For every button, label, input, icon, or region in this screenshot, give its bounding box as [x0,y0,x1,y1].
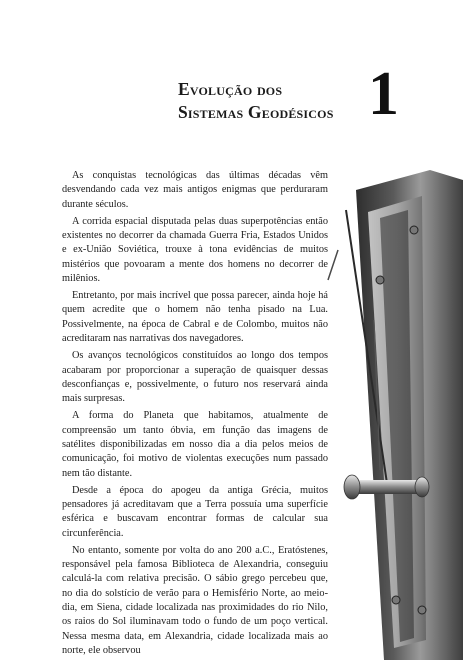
chapter-number: 1 [368,60,399,128]
chapter-title-line-2: Sistemas Geodésicos [178,102,334,122]
screw-icon [376,276,384,284]
screw-icon [392,596,400,604]
knob-icon [344,475,360,499]
surveying-instrument-illustration [318,170,463,660]
chapter-title-line-1: Evolução dos [178,79,283,99]
paragraph: Os avanços tecnológicos constituídos ao longo dos tempos acabaram por proporcionar a superação de quaisquer dessas desconfianças e, possivelmente, o futuro nos reservará ainda mais surpresas. [62,350,328,405]
body-text [62,169,328,661]
paragraph: As conquistas tecnológicas das últimas décadas vêm desvendando cada vez mais antigos enigmas que perduraram durante séculos. [62,170,328,210]
paragraph: Entretanto, por mais incrível que possa parecer, ainda hoje há quem acredite que o homem não tenha pisado na Lua. Possivelmente, na época de Cabral e de Colombo, muitos não acreditaram nas narrativas dos navegadores. [62,290,328,345]
paragraph: A forma do Planeta que habitamos, atualmente de compreensão um tanto óbvia, em função das imagens de satélites disponibilizadas em nosso dia a dia pelos meios de comunicação, foi motivo de violentas execuções num passado nem tão distante. [62,410,328,479]
paragraph: A corrida espacial disputada pelas duas superpotências então existentes no decorrer da chamada Guerra Fria, Estados Unidos e ex-União Soviética, trouxe à tona evidências de muitos mistérios que povoaram a mente dos homens no decorrer de milênios. [62,215,328,285]
needle-tip [328,250,338,280]
knob-icon [415,477,429,497]
chapter-title [178,78,334,124]
screw-icon [418,606,426,614]
paragraph: No entanto, somente por volta do ano 200 a.C., Eratóstenes, responsável pela famosa Biblioteca de Alexandria, conseguiu calculá-la com relativa precisão. O sábio grego percebeu que, no dia do solstício de verão para o Hemisfério Norte, ao meio-dia, em Siena, cidade localizada nas proximidades do rio Nilo, os raios do Sol iluminavam todo o fundo de um poço vertical. Nessa mesma data, em Alexandria, cidade localizada mais ao norte, ele observou [62,544,328,657]
paragraph: Desde a época do apogeu da antiga Grécia, muitos pensadores já acreditavam que a Terra possuía uma superfície esférica e buscavam encontrar formas de calcular sua circunferência. [62,484,328,539]
screw-icon [410,226,418,234]
